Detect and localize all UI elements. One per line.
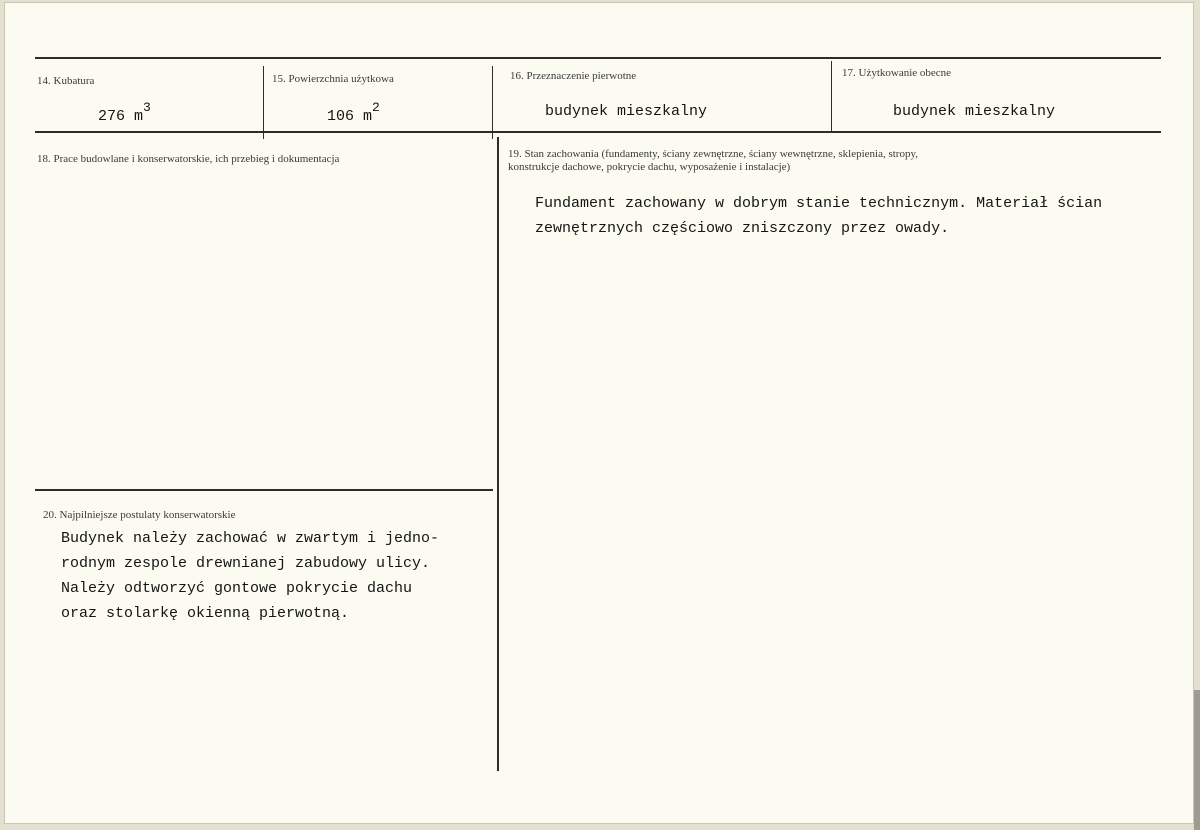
postulaty-label: 20. Najpilniejsze postulaty konserwatorskie — [43, 509, 236, 521]
uzytkowanie-label: 17. Użytkowanie obecne — [842, 67, 952, 79]
przeznaczenie-label: 16. Przeznaczenie pierwotne — [510, 70, 637, 82]
uzytkowanie-value: budynek mieszkalny — [893, 103, 1056, 120]
divider-16-17 — [831, 61, 832, 133]
kubatura-value — [98, 100, 151, 125]
prace-budowlane-label: 18. Prace budowlane i konserwatorskie, ich przebieg i dokumentacja — [37, 153, 340, 165]
main-column-divider — [497, 137, 499, 771]
record-card — [4, 2, 1194, 824]
scan-edge-shadow — [1194, 690, 1200, 830]
kubatura-unit-exponent: 3 — [143, 100, 151, 115]
stan-zachowania-label-line-2: konstrukcje dachowe, pokrycie dachu, wyposażenie i instalacje) — [508, 161, 791, 173]
przeznaczenie-value: budynek mieszkalny — [545, 103, 708, 120]
divider-15-16 — [492, 66, 493, 139]
row3-top-rule — [35, 489, 493, 491]
kubatura-label: 14. Kubatura — [37, 75, 95, 87]
stan-zachowania-line-2: zewnętrznych częściowo zniszczony przez owady. — [535, 220, 950, 237]
stan-zachowania-label — [508, 148, 918, 174]
postulaty-line-3: Należy odtworzyć gontowe pokrycie dachu — [61, 580, 413, 597]
top-rule — [35, 57, 1161, 59]
powierzchnia-value — [327, 100, 380, 125]
divider-14-15 — [263, 66, 264, 139]
postulaty-line-2: rodnym zespole drewnianej zabudowy ulicy. — [61, 555, 431, 572]
postulaty-line-4: oraz stolarkę okienną pierwotną. — [61, 605, 350, 622]
powierzchnia-unit-exponent: 2 — [372, 100, 380, 115]
stan-zachowania-line-1: Fundament zachowany w dobrym stanie technicznym. Materiał ścian — [535, 195, 1103, 212]
row1-bottom-rule — [35, 131, 1161, 133]
postulaty-text — [61, 526, 439, 626]
powierzchnia-number: 106 m — [327, 108, 373, 125]
stan-zachowania-text — [535, 191, 1102, 241]
powierzchnia-label: 15. Powierzchnia użytkowa — [272, 73, 394, 85]
stan-zachowania-label-line-1: 19. Stan zachowania (fundamenty, ściany zewnętrzne, ściany wewnętrzne, sklepienia, stropy, — [508, 148, 919, 160]
kubatura-number: 276 m — [98, 108, 144, 125]
postulaty-line-1: Budynek należy zachować w zwartym i jedno- — [61, 530, 440, 547]
